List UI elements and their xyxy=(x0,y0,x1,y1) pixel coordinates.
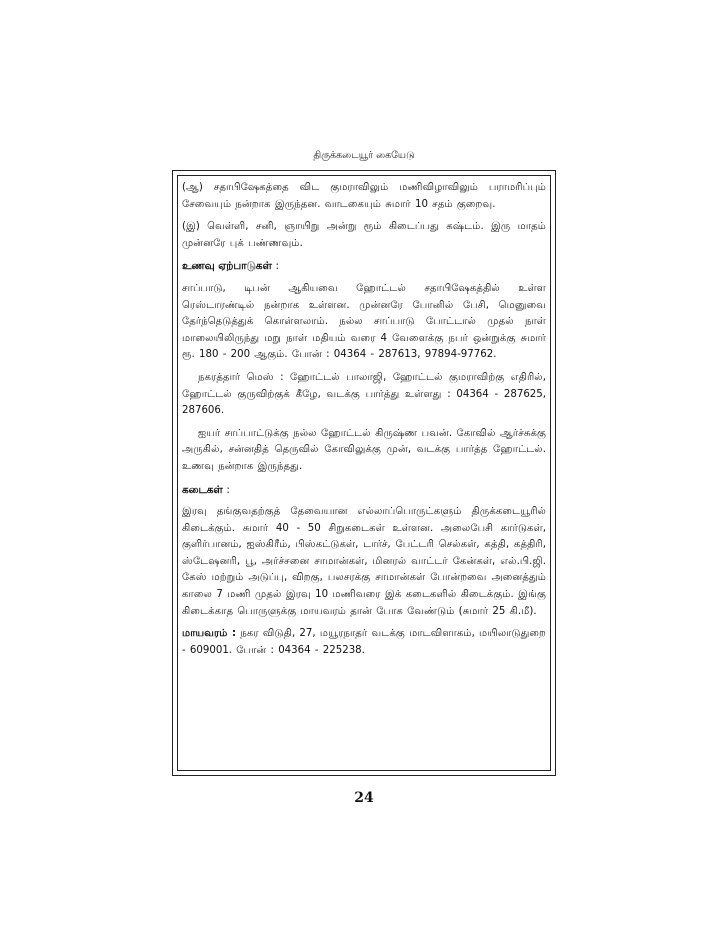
mayavaram-label: மாயவரம் : xyxy=(182,628,237,640)
mayavaram-text: நகர விடுதி, 27, மயூரநாதர் வடக்கு மாடவிளாகம், மயிலாடுதுறை - 609001. போன் : 04364 - 225238. xyxy=(182,628,546,656)
food-paragraph-3: ஐயர் சாப்பாட்டுக்கு நல்ல ஹோட்டல் கிருஷ்ண பவன். கோவில் ஆர்ச்சுக்கு அருகில், சன்னதித் தெருவில் கோவிலுக்கு முன், வடக்கு பார்த்த ஹோட்டல். உணவு நன்றாக இருந்தது. xyxy=(182,427,546,472)
running-header: திருக்கடையூர் கையேடு xyxy=(313,150,415,161)
shops-paragraph-1: இரவு தங்குவதற்குத் தேவையான எல்லாப்பொருட்களும் திருக்கடையூரில் கிடைக்கும். சுமார் 40 - 50 சிறுகடைகள் உள்ளன. அலைபேசி கார்டுகள், குளிர்பானம், ஐஸ்கிரீம், பிஸ்கட்டுகள், டார்ச், பேட்டரி செல்கள், கத்தி, கத்திரி, ஸ்டேஷனரி, பூ, அர்ச்சனை சாமான்கள், மினரல் வாட்டர் கேன்கள், எல்.பி.ஜி. கேஸ் மற்றும் அடுப்பு, விறகு, பலசரக்கு சாமான்கள் போன்றவை அனைத்தும் காலை 7 மணி முதல் இரவு 10 மணிவரை இக் கடைகளில் கிடைக்கும். இங்கு கிடைக்காத பொருளுக்கு மாயவரம் தான் போக வேண்டும் (சுமார் 25 கி.மீ). xyxy=(182,506,546,617)
food-heading-text: உணவு ஏற்பாடுகள் xyxy=(182,260,272,273)
food-paragraph-2: நகரத்தார் மெஸ் : ஹோட்டல் பாலாஜி, ஹோட்டல் குமராவிற்கு எதிரில், ஹோட்டல் குருவிற்குக் கீழே, வடக்கு பார்த்து உள்ளது : 04364 - 287625, 287606. xyxy=(182,371,546,417)
paragraph-i: (இ) வெள்ளி, சனி, ஞாயிறு அன்று ரூம் கிடைப்பது கஷ்டம். இரு மாதம் முன்னரே புக் பண்ணவும். xyxy=(182,221,546,249)
food-paragraph-1: சாப்பாடு, டிபன் ஆகியவை ஹோட்டல் சதாபிஷேகத்தில் உள்ள ரெஸ்டாரண்டில் நன்றாக உள்ளன. முன்னரே போனில் பேசி, மெனுவை தேர்ந்தெடுத்துக் கொள்ளலாம். நல்ல சாப்பாடு போட்டால் முதல் நாள் மாலையிலிருந்து மறு நாள் மதியம் வரை 4 வேளைக்கு நபர் ஒன்றுக்கு சுமார் ரூ. 180 - 200 ஆகும். போன் : 04364 - 287613, 97894-97762. xyxy=(182,282,546,361)
food-heading xyxy=(182,258,546,275)
page-content xyxy=(182,180,546,665)
mayavaram-paragraph xyxy=(182,626,546,659)
food-heading-colon: : xyxy=(275,260,279,273)
shops-heading-colon: : xyxy=(226,483,230,496)
shops-heading xyxy=(182,482,546,499)
shops-heading-text: கடைகள் xyxy=(182,483,223,496)
page-number: 24 xyxy=(354,790,374,806)
paragraph-aa: (ஆ) சதாபிஷேகத்தை விட குமராவிலும் மணிவிழாவிலும் பராமரிப்பும் சேவையும் நன்றாக இருந்தன. வாடகையும் சுமார் 10 சதம் குறைவு. xyxy=(182,182,546,210)
